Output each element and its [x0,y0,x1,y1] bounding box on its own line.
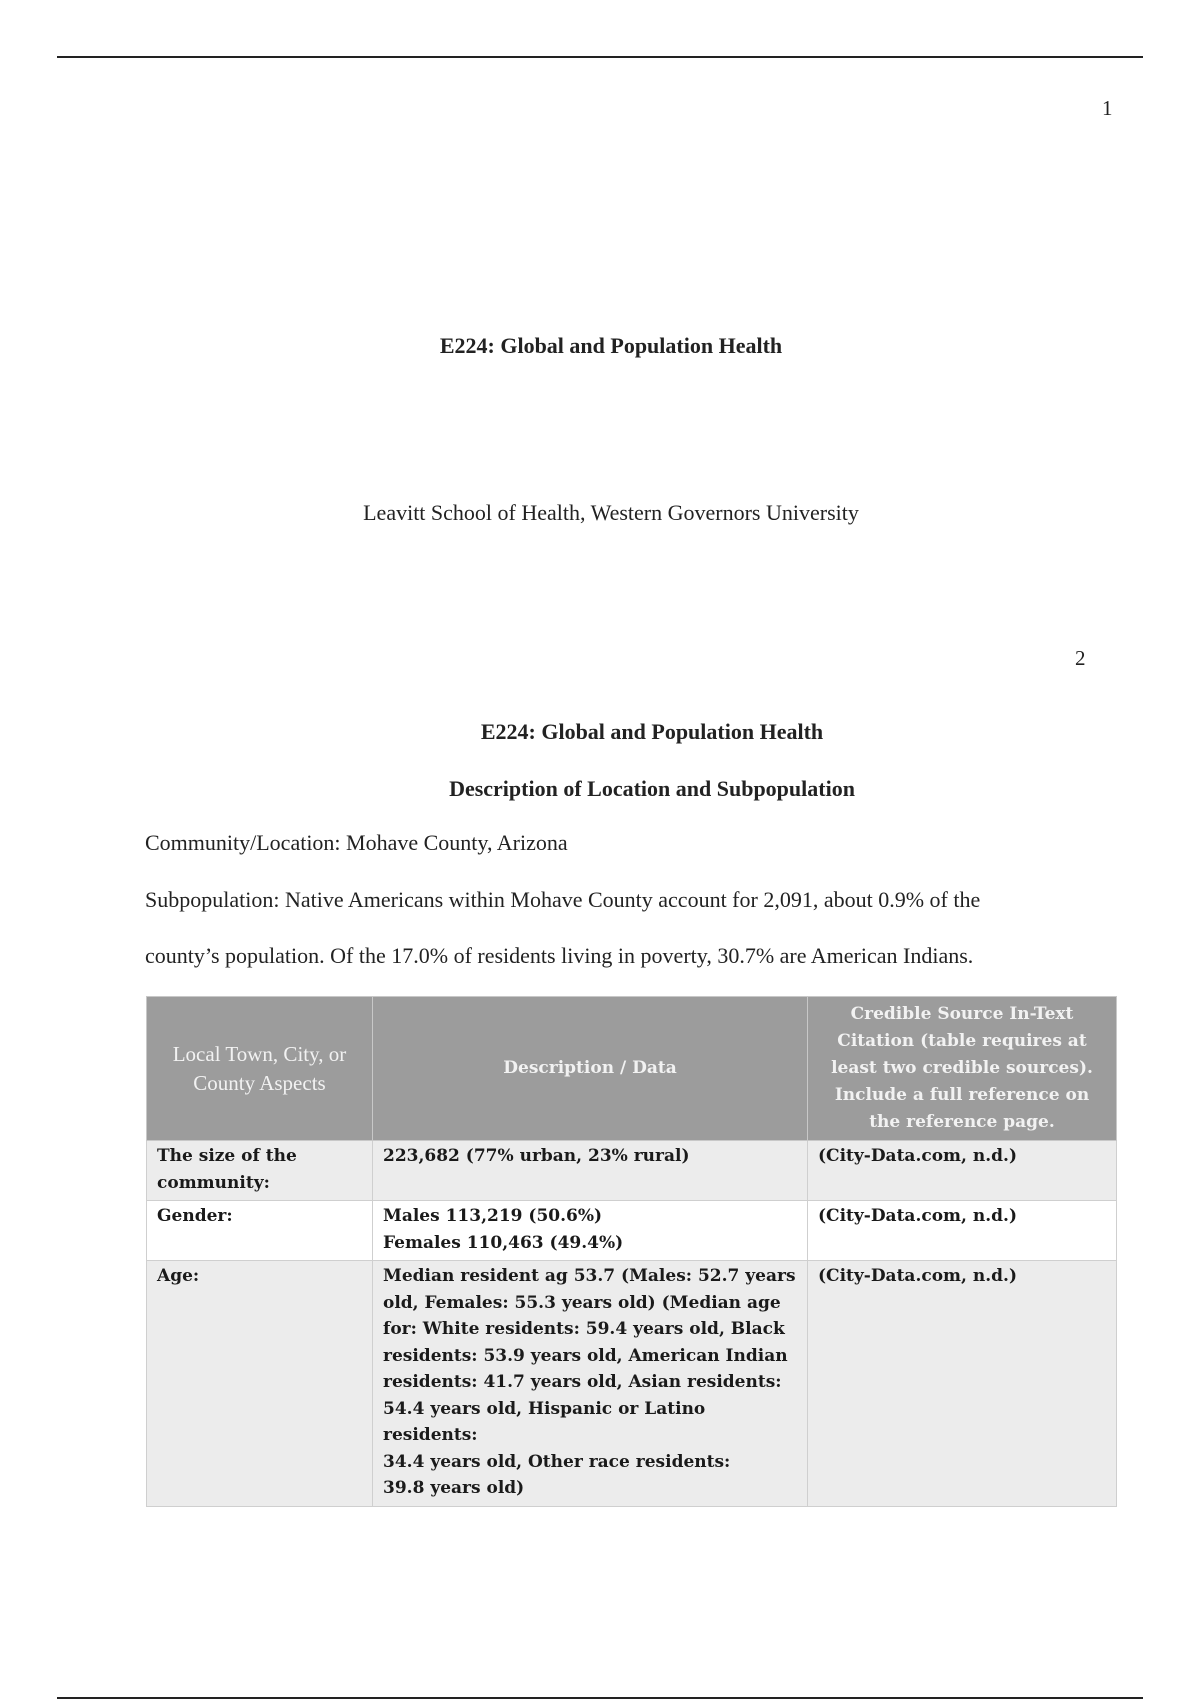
description-line: Median resident ag 53.7 (Males: 52.7 years [383,1266,796,1286]
aspect-cell: Age: [147,1261,373,1507]
description-line: 34.4 years old, Other race residents: [383,1451,731,1472]
page1-affiliation: Leavitt School of Health, Western Governors University [363,500,859,525]
header-description: Description / Data [373,997,808,1141]
header-source: Credible Source In-Text Citation (table requires at least two credible sources). Include a full reference on the reference page. [808,997,1117,1141]
description-cell [373,1261,808,1507]
aspect-cell: Gender: [147,1201,373,1261]
description-line: 39.8 years old) [383,1478,525,1498]
subpopulation-line-2: county’s population. Of the 17.0% of residents living in poverty, 30.7% are American Indians. [145,943,974,968]
page1-title: E224: Global and Population Health [439,333,783,358]
page-number-2: 2 [1075,646,1086,670]
community-location-line: Community/Location: Mohave County, Arizona [145,830,568,855]
community-aspects-table [146,996,1117,1507]
subpopulation-line-1: Subpopulation: Native Americans within Mohave County account for 2,091, about 0.9% of the [145,887,981,912]
table-row-age [147,1261,1117,1507]
description-cell [373,1141,808,1201]
description-line: 54.4 years old, Hispanic or Latino residents: [383,1398,706,1445]
source-cell: (City-Data.com, n.d.) [808,1141,1117,1201]
description-line: residents: 53.9 years old, American Indian [383,1345,788,1366]
source-cell: (City-Data.com, n.d.) [808,1261,1117,1507]
description-line: old, Females: 55.3 years old) (Median age [383,1292,781,1313]
header-aspects: Local Town, City, or County Aspects [147,997,373,1141]
description-line: 223,682 (77% urban, 23% rural) [383,1146,690,1166]
description-line: Males 113,219 (50.6%) [383,1206,603,1226]
page-bottom-rule [57,1697,1143,1699]
table-row-gender [147,1201,1117,1261]
page2-subtitle: Description of Location and Subpopulation [449,776,855,801]
page2-title: E224: Global and Population Health [480,719,824,744]
description-line: for: White residents: 59.4 years old, Black [383,1319,785,1339]
description-line: residents: 41.7 years old, Asian residents: [383,1372,782,1392]
page-top-rule [57,56,1143,58]
source-cell: (City-Data.com, n.d.) [808,1201,1117,1261]
description-cell [373,1201,808,1261]
page-number-1: 1 [1102,96,1113,120]
table-header-row [147,997,1117,1141]
aspect-cell: The size of the community: [147,1141,373,1201]
description-line: Females 110,463 (49.4%) [383,1232,624,1253]
table-row-size [147,1141,1117,1201]
